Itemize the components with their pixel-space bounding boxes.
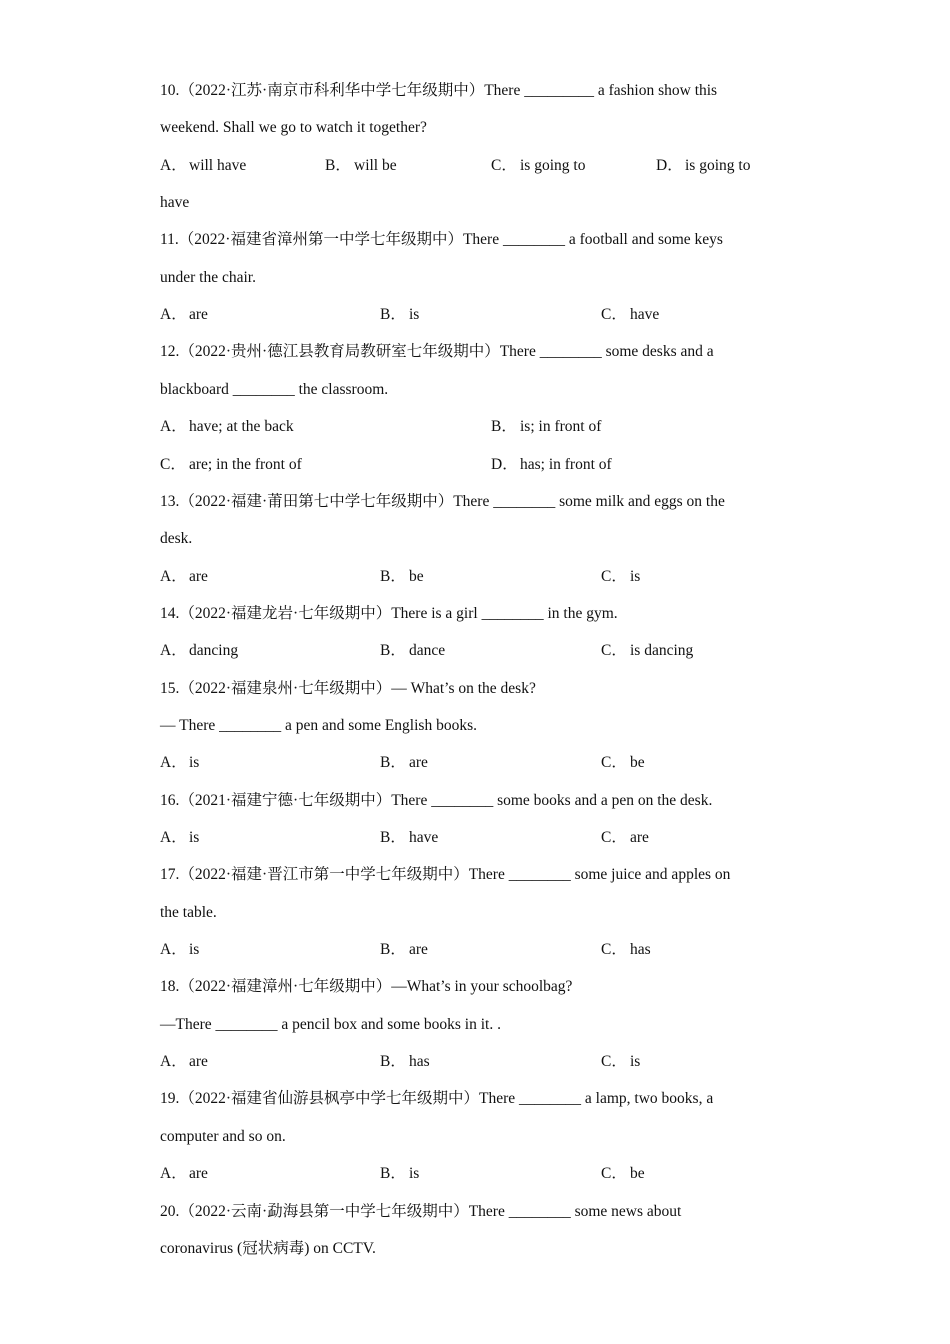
- answer-option: [601, 639, 693, 663]
- answer-option: [601, 565, 640, 589]
- option-text: are; in the front of: [189, 456, 302, 473]
- answer-option: [656, 154, 750, 178]
- question-stem-continued: computer and so on.: [160, 1128, 286, 1145]
- option-letter: A．: [160, 157, 187, 174]
- question-stem: 18.（2022·福建漳州·七年级期中）—What’s in your schoolbag?: [160, 978, 573, 995]
- option-letter: C．: [601, 306, 627, 323]
- answer-option: [160, 826, 199, 850]
- option-letter: C．: [601, 941, 627, 958]
- option-text: dancing: [189, 642, 239, 659]
- answer-option: [160, 1050, 208, 1074]
- answer-option: [160, 1162, 208, 1186]
- answer-option: [380, 1162, 419, 1186]
- option-letter: B．: [325, 157, 351, 174]
- option-text: is: [189, 941, 200, 958]
- answer-option: [601, 938, 651, 962]
- question-stem-continued: desk.: [160, 530, 193, 547]
- option-text: has: [409, 1053, 430, 1070]
- option-text: are: [189, 1053, 208, 1070]
- options-row: [160, 1050, 800, 1074]
- answer-option: [160, 751, 199, 775]
- option-text: are: [189, 306, 208, 323]
- option-letter: C．: [601, 568, 627, 585]
- answer-option: [380, 639, 445, 663]
- option-letter: A．: [160, 418, 187, 435]
- question-stem: 12.（2022·贵州·德江县教育局教研室七年级期中）There ________ some desks and a: [160, 343, 714, 360]
- answer-option: [160, 415, 294, 439]
- answer-option: [325, 154, 397, 178]
- option-letter: C．: [601, 1053, 627, 1070]
- options-row: [160, 639, 800, 663]
- option-letter: B．: [380, 568, 406, 585]
- answer-option: [491, 453, 612, 477]
- question-stem: 10.（2022·江苏·南京市科利华中学七年级期中）There _________ a fashion show this: [160, 82, 718, 99]
- question-stem-continued: weekend. Shall we go to watch it together?: [160, 119, 427, 136]
- option-letter: A．: [160, 1053, 187, 1070]
- answer-option: [491, 154, 585, 178]
- option-text: has: [630, 941, 651, 958]
- option-text: will be: [354, 157, 397, 174]
- option-letter: A．: [160, 941, 187, 958]
- question-stem-continued: —There ________ a pencil box and some books in it. .: [160, 1016, 501, 1033]
- option-text: dance: [409, 642, 446, 659]
- option-text: is going to: [520, 157, 586, 174]
- question-stem: 20.（2022·云南·勐海县第一中学七年级期中）There ________ some news about: [160, 1203, 682, 1220]
- option-letter: B．: [380, 754, 406, 771]
- option-letter: C．: [601, 829, 627, 846]
- answer-option: [380, 565, 424, 589]
- option-text: is: [630, 568, 641, 585]
- answer-option: [160, 453, 302, 477]
- answer-option: [601, 826, 649, 850]
- options-row: [160, 826, 800, 850]
- answer-option: [380, 938, 428, 962]
- question-stem-continued: coronavirus (冠状病毒) on CCTV.: [160, 1240, 376, 1257]
- answer-option: [601, 303, 659, 327]
- question-stem-continued: under the chair.: [160, 269, 256, 286]
- answer-option: [160, 154, 246, 178]
- option-letter: A．: [160, 829, 187, 846]
- option-text: has; in front of: [520, 456, 612, 473]
- options-row: [160, 938, 800, 962]
- question-stem-continued: the table.: [160, 904, 217, 921]
- question-stem-continued: — There ________ a pen and some English books.: [160, 717, 477, 734]
- option-text: have: [409, 829, 439, 846]
- answer-option: [160, 639, 238, 663]
- option-letter: D．: [491, 456, 518, 473]
- option-letter: B．: [491, 418, 517, 435]
- options-row: [160, 154, 800, 178]
- option-text: is: [630, 1053, 641, 1070]
- options-row: [160, 751, 800, 775]
- option-letter: C．: [601, 642, 627, 659]
- answer-option: [160, 565, 208, 589]
- question-stem: 11.（2022·福建省漳州第一中学七年级期中）There ________ a football and some keys: [160, 231, 723, 248]
- option-letter: B．: [380, 1165, 406, 1182]
- option-text: will have: [189, 157, 247, 174]
- question-stem: 15.（2022·福建泉州·七年级期中）— What’s on the desk?: [160, 680, 536, 697]
- option-text: be: [630, 1165, 645, 1182]
- question-stem: 14.（2022·福建龙岩·七年级期中）There is a girl ________ in the gym.: [160, 605, 618, 622]
- option-letter: B．: [380, 941, 406, 958]
- option-text: are: [409, 754, 428, 771]
- answer-option: [160, 938, 199, 962]
- option-text: be: [409, 568, 424, 585]
- option-letter: C．: [160, 456, 186, 473]
- answer-option: [380, 303, 419, 327]
- answer-option: [380, 826, 438, 850]
- option-text: is: [409, 306, 420, 323]
- option-letter: A．: [160, 642, 187, 659]
- question-stem: 19.（2022·福建省仙游县枫亭中学七年级期中）There ________ a lamp, two books, a: [160, 1090, 714, 1107]
- option-text: is: [189, 754, 200, 771]
- option-text: have; at the back: [189, 418, 294, 435]
- answer-option: [380, 1050, 430, 1074]
- option-letter: C．: [601, 1165, 627, 1182]
- answer-option: [601, 751, 645, 775]
- answer-option: [491, 415, 601, 439]
- options-row: [160, 453, 800, 477]
- answer-option: [160, 303, 208, 327]
- answer-option: [380, 751, 428, 775]
- answer-option: [601, 1162, 645, 1186]
- question-stem: 17.（2022·福建·晋江市第一中学七年级期中）There ________ some juice and apples on: [160, 866, 731, 883]
- question-stem-continued: blackboard ________ the classroom.: [160, 381, 389, 398]
- option-text: is dancing: [630, 642, 694, 659]
- option-text: are: [409, 941, 428, 958]
- options-row: [160, 1162, 800, 1186]
- option-text: are: [189, 568, 208, 585]
- option-text: is going to: [685, 157, 751, 174]
- option-text: is; in front of: [520, 418, 602, 435]
- option-text: is: [409, 1165, 420, 1182]
- option-text: are: [630, 829, 649, 846]
- answer-option: [601, 1050, 640, 1074]
- option-letter: B．: [380, 306, 406, 323]
- question-stem: 16.（2021·福建宁德·七年级期中）There ________ some books and a pen on the desk.: [160, 792, 713, 809]
- options-row: [160, 303, 800, 327]
- option-text: is: [189, 829, 200, 846]
- option-letter: D．: [656, 157, 683, 174]
- option-letter: B．: [380, 829, 406, 846]
- option-letter: C．: [601, 754, 627, 771]
- option-letter: B．: [380, 642, 406, 659]
- option-text: be: [630, 754, 645, 771]
- option-text-continued: have: [160, 194, 190, 211]
- option-letter: B．: [380, 1053, 406, 1070]
- option-text: have: [630, 306, 660, 323]
- option-text: are: [189, 1165, 208, 1182]
- option-letter: A．: [160, 1165, 187, 1182]
- option-letter: C．: [491, 157, 517, 174]
- option-letter: A．: [160, 306, 187, 323]
- options-row: [160, 565, 800, 589]
- question-stem: 13.（2022·福建·莆田第七中学七年级期中）There ________ some milk and eggs on the: [160, 493, 725, 510]
- options-row: [160, 415, 800, 439]
- option-letter: A．: [160, 754, 187, 771]
- option-letter: A．: [160, 568, 187, 585]
